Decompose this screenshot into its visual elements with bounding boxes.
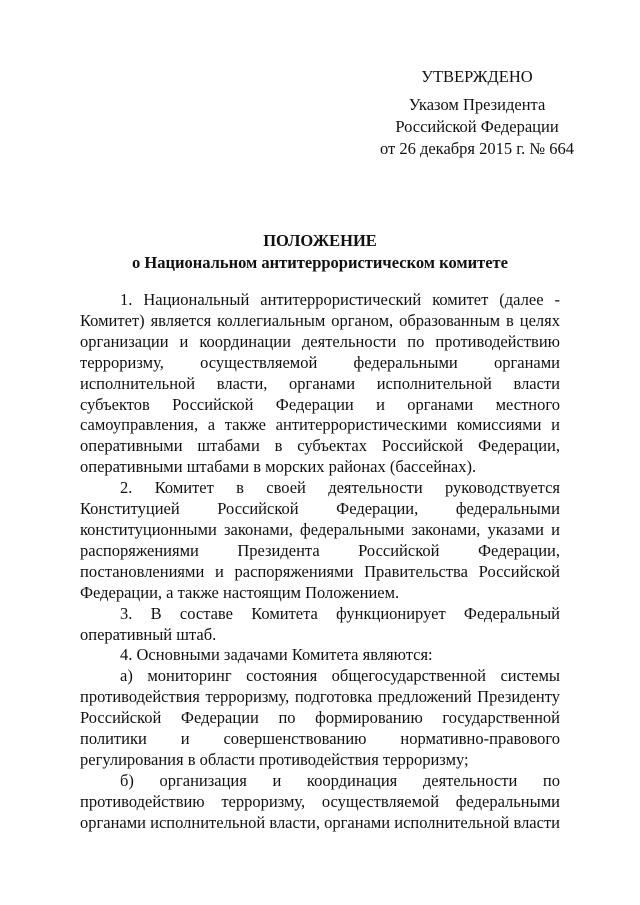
- paragraph-3: 3. В составе Комитета функционирует Федеральный оперативный штаб.: [80, 603, 560, 644]
- title-subheading: о Национальном антитеррористическом комитете: [131, 253, 508, 272]
- decree-date: от 26 декабря 2015 г. № 664: [379, 139, 575, 158]
- paragraph-2: 2. Комитет в своей деятельности руководствуется Конституцией Российской Федерации, федеральными конституционными законами, федеральными законами, указами и распоряжениями Президента Российской Федерации, постановлениями и распоряжениями Правительства Российской Федерации, а также настоящим Положением.: [80, 478, 560, 602]
- document-title: [80, 230, 560, 274]
- paragraph-4b: б) организация и координация деятельности по противодействию терроризму, осуществляемой федеральными органами исполнительной власти, органами исполнительной власти: [80, 770, 560, 832]
- approval-stamp: [372, 66, 582, 160]
- title-heading: ПОЛОЖЕНИЕ: [263, 231, 377, 250]
- decree-line-1: Указом Президента: [408, 95, 546, 114]
- paragraph-1: 1. Национальный антитеррористический комитет (далее - Комитет) является коллегиальным органом, образованным в целях организации и координации деятельности по противодействию терроризму, осуществляемой федеральными органами исполнительной власти, органами исполнительной власти субъектов Российской Федерации и органами местного самоуправления, а также антитеррористическими комиссиями и оперативными штабами в субъектах Российской Федерации, оперативными штабами в морских районах (бассейнах).: [80, 290, 560, 477]
- paragraph-4: 4. Основными задачами Комитета являются:: [120, 645, 433, 665]
- decree-line-2: Российской Федерации: [395, 117, 559, 136]
- approved-label: УТВЕРЖДЕНО: [421, 67, 533, 86]
- paragraph-4a: а) мониторинг состояния общегосударственной системы противодействия терроризму, подготовка предложений Президенту Российской Федерации по формированию государственной политики и совершенствованию нормативно-правового регулирования в области противодействия терроризму;: [80, 666, 560, 769]
- document-body: [80, 290, 560, 834]
